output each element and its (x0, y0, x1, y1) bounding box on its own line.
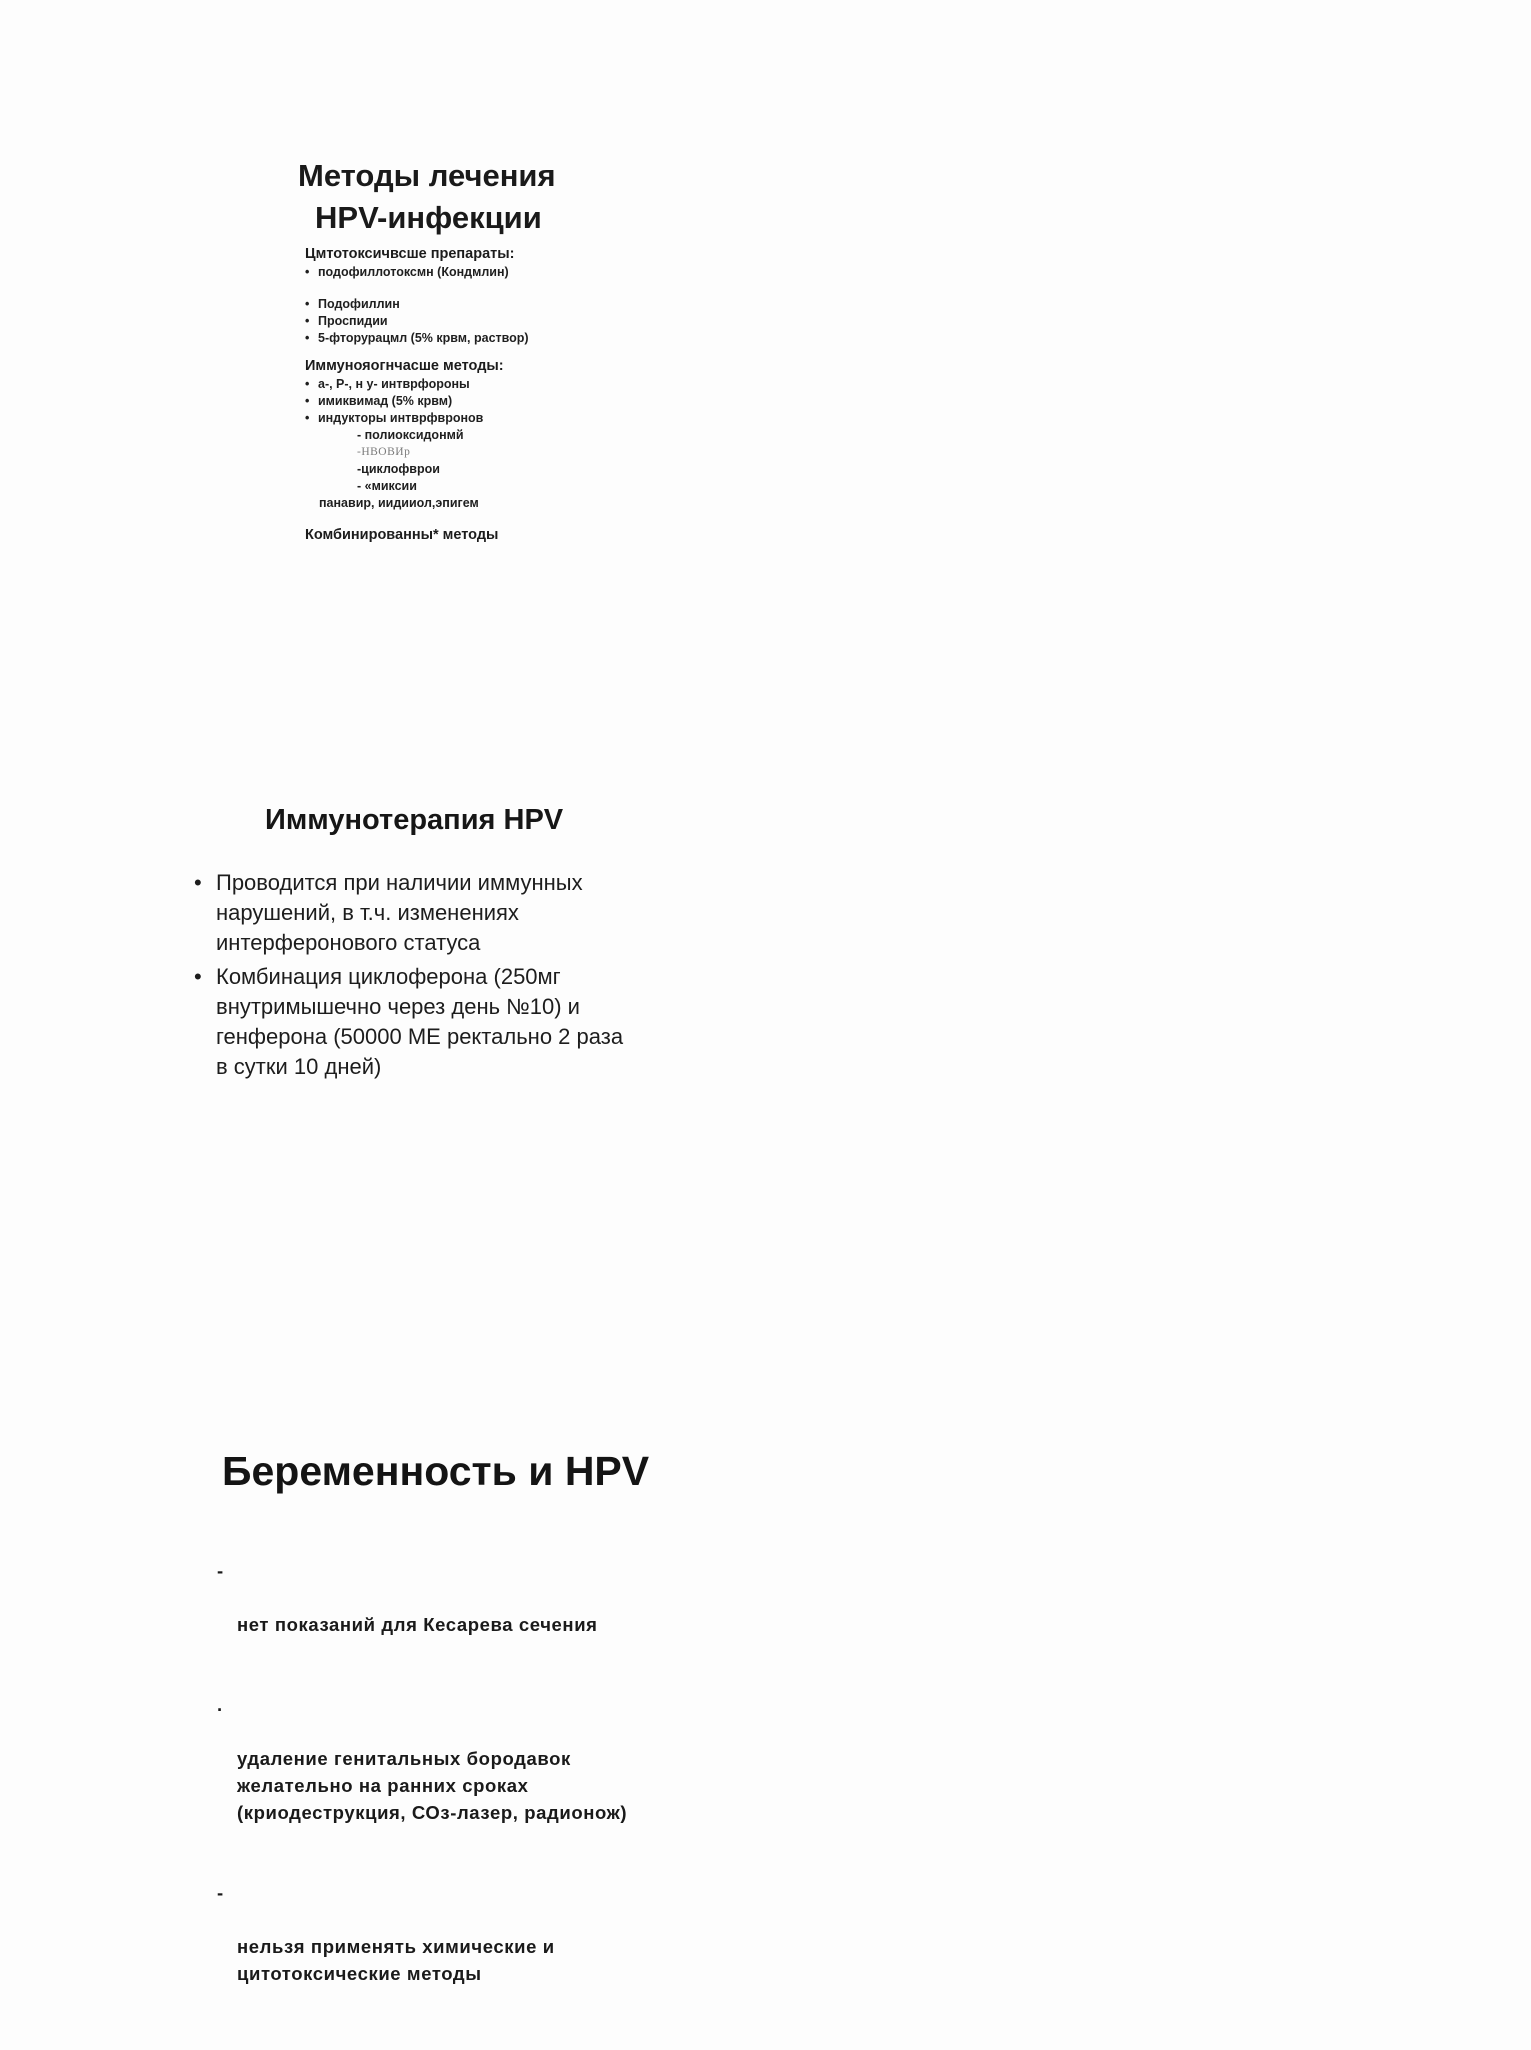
list-marker: - (217, 1882, 224, 1903)
list-item-text: Комбинация циклоферона (250мг внутримышечно через день №10) и генферона (50000 МЕ ректально 2 раза в сутки 10 дней) (216, 964, 624, 1079)
list-item (298, 393, 718, 410)
bullet: • (305, 331, 310, 345)
bullet: • (305, 265, 310, 279)
bullet: • (305, 411, 310, 425)
list-item (298, 264, 718, 281)
list-item (298, 313, 718, 330)
slide-title-line-1: Методы лечения (298, 158, 556, 193)
list-item (194, 962, 714, 1082)
list-item-text: Проспидии (318, 314, 388, 328)
other-drugs: панавир, иидииол,эпигем (319, 496, 479, 510)
list-item (298, 376, 718, 393)
bullet: • (305, 394, 310, 408)
list-item-text: имиквимад (5% крвм) (318, 394, 453, 408)
list-item-text: Проводится при наличии иммунных нарушений, в т.ч. изменениях интерферонового статуса (216, 870, 583, 955)
list-item-text: подофиллотоксмн (Кондмлин) (318, 265, 509, 279)
list-item-text: удаление генитальных бородавок желательно на ранних сроках (криодеструкция, СОз-лазер, радионож) (237, 1748, 628, 1823)
list-item-text: нельзя применять химические и цитотоксические методы (237, 1936, 555, 1984)
cytotoxic-heading: Цмтотоксичвсше препараты: (305, 246, 515, 262)
inducer-item: - «миксии (357, 479, 417, 493)
list-item (194, 868, 714, 958)
list-item-text: а-, Р-, н у- интврфороны (318, 377, 470, 391)
immuno-heading: Иммунояогнчасше методы: (305, 358, 504, 374)
list-item (217, 1557, 762, 1665)
list-item (217, 1691, 762, 1853)
inducer-item: -циклофврои (357, 462, 440, 476)
list-item-text: 5-фторурацмл (5% крвм, раствор) (318, 331, 529, 345)
list-item (298, 410, 718, 427)
bullet-list (194, 868, 714, 1082)
slide-title: Иммунотерапия HPV (265, 804, 564, 836)
list-item (217, 1879, 762, 2014)
dash-list (217, 1557, 762, 2014)
slide-pregnancy (217, 1445, 762, 2040)
slide-immunotherapy (194, 800, 714, 1086)
inducer-item: -НВОВИр (357, 446, 411, 458)
list-item-text: индукторы интврфвронов (318, 411, 484, 425)
bullet: • (305, 314, 310, 328)
slide-treatment-methods (298, 155, 718, 545)
list-item (298, 330, 718, 347)
bullet: • (194, 870, 202, 895)
slide-title: Беременность и HPV (222, 1448, 650, 1494)
list-marker: - (217, 1560, 224, 1581)
list-item (298, 296, 718, 313)
combined-methods-heading: Комбинированны* методы (305, 527, 499, 543)
bullet: • (305, 377, 310, 391)
list-marker: . (217, 1694, 223, 1715)
list-item-text: нет показаний для Кесарева сечения (237, 1614, 598, 1635)
bullet: • (194, 964, 202, 989)
list-item-text: Подофиллин (318, 297, 400, 311)
bullet: • (305, 297, 310, 311)
slide-title-line-2: HPV-инфекции (315, 200, 542, 235)
inducer-item: - полиоксидонмй (357, 428, 464, 442)
